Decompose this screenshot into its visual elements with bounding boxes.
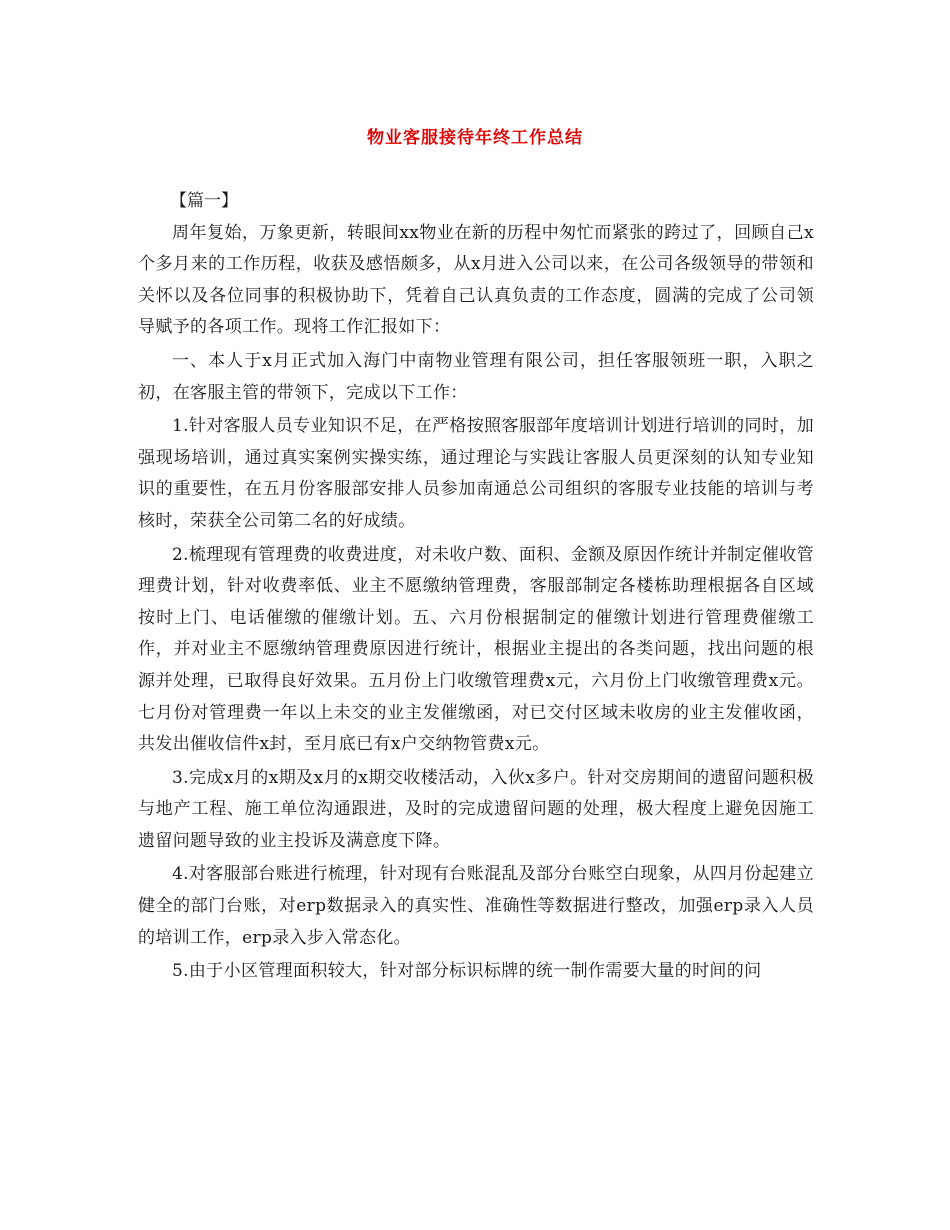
paragraph-item-4: 4.对客服部台账进行梳理，针对现有台账混乱及部分台账空白现象，从四月份起建立健全的部门台账，对erp数据录入的真实性、准确性等数据进行整改，加强erp录入人员的培训工作，erp录入步入常态化。 [138, 864, 814, 948]
paragraph-item-2: 2.梳理现有管理费的收费进度，对未收户数、面积、金额及原因作统计并制定催收管理费计划，针对收费率低、业主不愿缴纳管理费，客服部制定各楼栋助理根据各自区域按时上门、电话催缴的催缴计划。五、六月份根据制定的催缴计划进行管理费催缴工作，并对业主不愿缴纳管理费原因进行统计，根据业主提出的各类问题，找出问题的根源并处理，已取得良好效果。五月份上门收缴管理费x元，六月份上门收缴管理费x元。七月份对管理费一年以上未交的业主发催缴函，对已交付区域未收房的业主发催收函，共发出催收信件x封，至月底已有x户交纳物管费x元。 [138, 544, 814, 755]
section-label: 【篇一】 [170, 191, 238, 211]
paragraph-item-5: 5.由于小区管理面积较大，针对部分标识标牌的统一制作需要大量的时间的问 [172, 961, 762, 982]
paragraph-item-1: 1.针对客服人员专业知识不足，在严格按照客服部年度培训计划进行培训的同时，加强现场培训，通过真实案例实操实练，通过理论与实践让客服人员更深刻的认知专业知识的重要性，在五月份客服部安排人员参加南通总公司组织的客服专业技能的培训与考核时，荣获全公司第二名的好成绩。 [138, 416, 814, 531]
paragraph-part-one: 一、本人于x月正式加入海门中南物业管理有限公司，担任客服领班一职，入职之初，在客服主管的带领下，完成以下工作： [138, 350, 814, 403]
paragraph-item-3: 3.完成x月的x期及x月的x期交收楼活动，入伙x多户。针对交房期间的遗留问题积极与地产工程、施工单位沟通跟进，及时的完成遗留问题的处理，极大程度上避免因施工遗留问题导致的业主投诉及满意度下降。 [138, 767, 814, 851]
document-body [138, 186, 814, 990]
document-title: 物业客服接待年终工作总结 [367, 128, 583, 148]
paragraph-intro: 周年复始，万象更新，转眼间xx物业在新的历程中匆忙而紧张的跨过了，回顾自己x个多月来的工作历程，收获及感悟颇多，从x月进入公司以来，在公司各级领导的带领和关怀以及各位同事的积极协助下，凭着自己认真负责的工作态度，圆满的完成了公司领导赋予的各项工作。现将工作汇报如下： [138, 222, 814, 338]
